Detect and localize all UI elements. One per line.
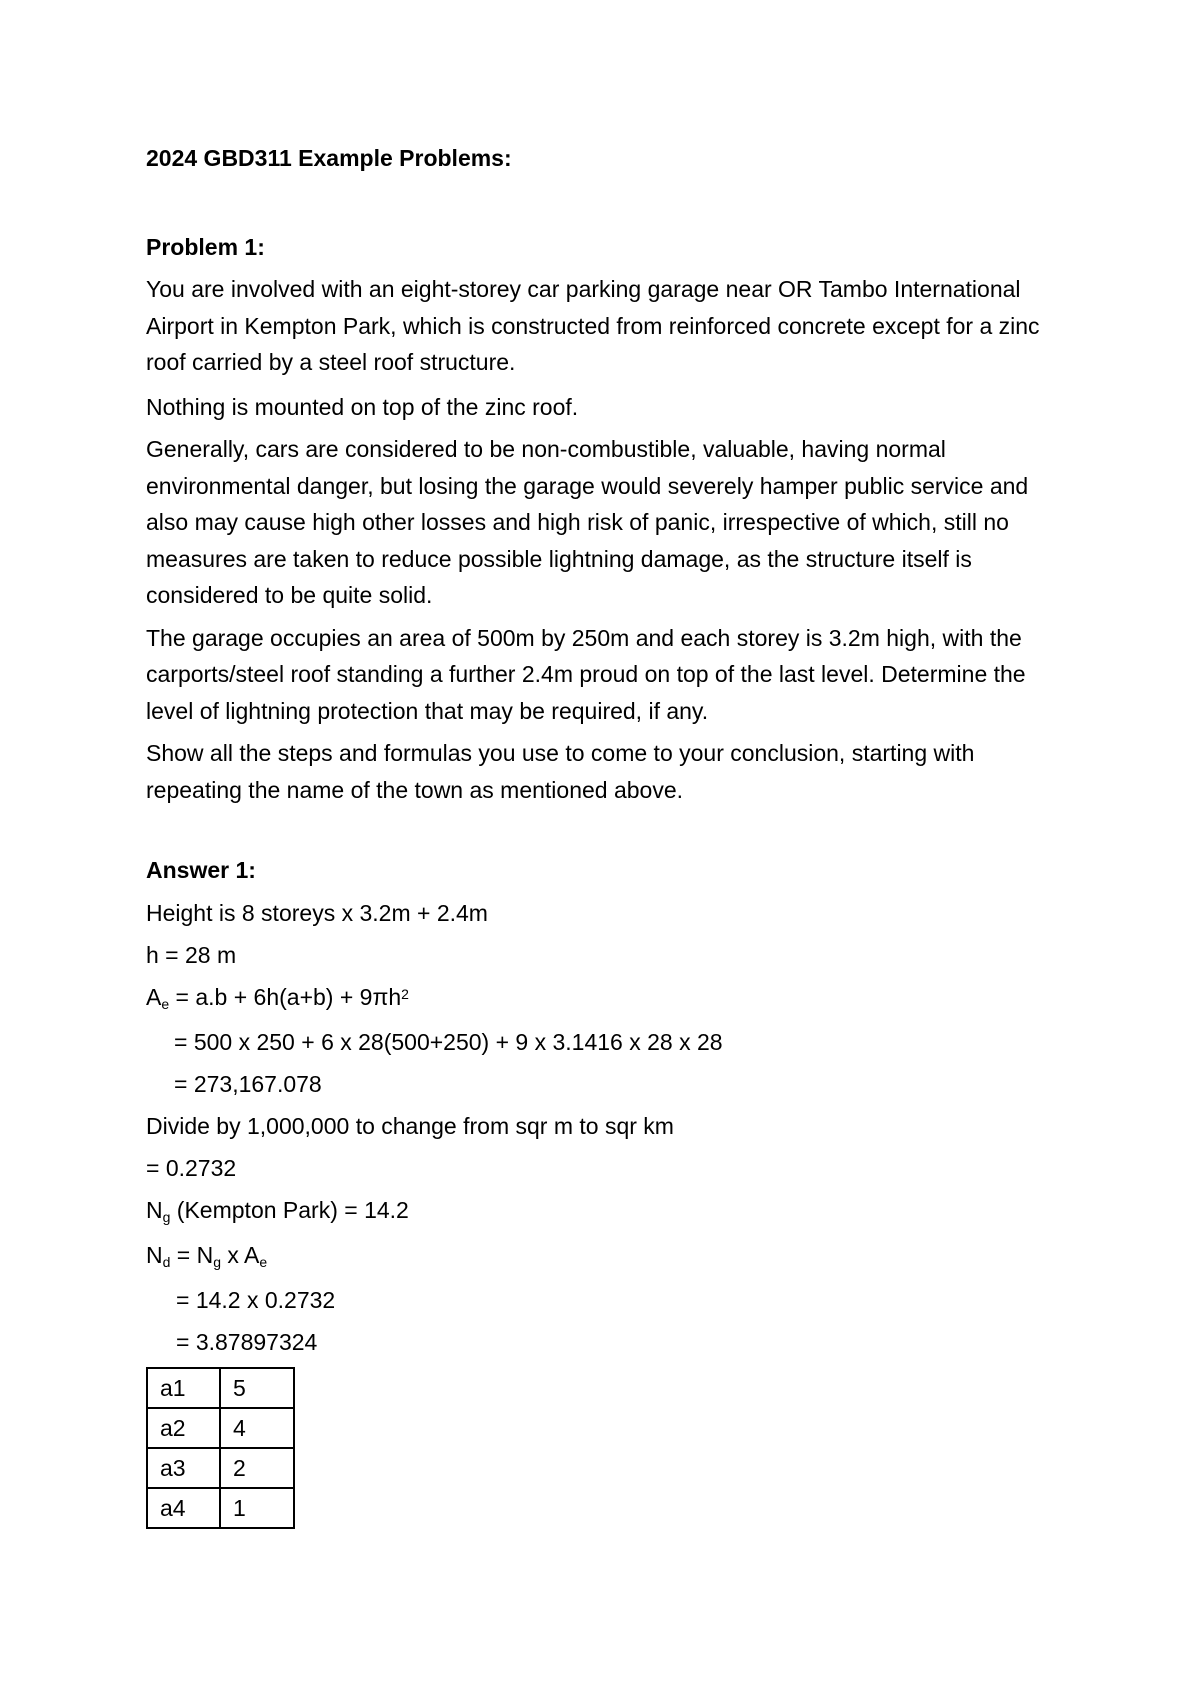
answer-nd-calc: = 14.2 x 0.2732 xyxy=(176,1287,336,1313)
ae-formula-exponent: 2 xyxy=(401,986,409,1002)
answer-divide-line: Divide by 1,000,000 to change from sqr m to sqr km xyxy=(146,1113,674,1139)
answer-ae-calc: = 500 x 250 + 6 x 28(500+250) + 9 x 3.1416 x 28 x 28 xyxy=(174,1029,723,1055)
ae-subscript: e xyxy=(161,996,170,1012)
table-row xyxy=(147,1408,294,1448)
answer-ae-km: = 0.2732 xyxy=(146,1155,237,1181)
table-key-cell: a1 xyxy=(147,1368,220,1408)
nd-ae-subscript: e xyxy=(259,1254,268,1270)
table-row xyxy=(147,1448,294,1488)
table-value-cell: 2 xyxy=(220,1448,294,1488)
answer-height-line: Height is 8 storeys x 3.2m + 2.4m xyxy=(146,900,488,926)
ng-text: (Kempton Park) = 14.2 xyxy=(170,1197,409,1223)
answer-ae-result: = 273,167.078 xyxy=(174,1071,322,1097)
answer-heading: Answer 1: xyxy=(146,857,256,883)
problem-paragraph-3: Generally, cars are considered to be non-combustible, valuable, having normal environmental danger, but losing the garage would severely hamper public service and also may cause high other losses and high risk of panic, irrespective of which, still no measures are taken to reduce possible lightning damage, as the structure itself is considered to be quite solid. xyxy=(146,436,1029,608)
ae-formula-text: = a.b + 6h(a+b) + 9πh xyxy=(169,984,402,1010)
problem-paragraph-5: Show all the steps and formulas you use to come to your conclusion, starting with repeating the name of the town as mentioned above. xyxy=(146,740,975,803)
problem-paragraph-1: You are involved with an eight-storey car parking garage near OR Tambo International Airport in Kempton Park, which is constructed from reinforced concrete except for a zinc roof carried by a steel roof structure. xyxy=(146,276,1040,375)
table-value-cell: 5 xyxy=(220,1368,294,1408)
answer-nd-formula xyxy=(146,1241,1106,1272)
document-title: 2024 GBD311 Example Problems: xyxy=(146,145,512,171)
ng-subscript: g xyxy=(162,1209,171,1225)
answer-ae-formula xyxy=(146,983,1106,1014)
table-value-cell: 1 xyxy=(220,1488,294,1528)
coefficient-table xyxy=(146,1367,295,1529)
problem-heading: Problem 1: xyxy=(146,234,265,260)
answer-ng-line xyxy=(146,1196,1106,1227)
answer-nd-result: = 3.87897324 xyxy=(176,1329,318,1355)
ng-symbol: N xyxy=(146,1197,163,1223)
table-key-cell: a3 xyxy=(147,1448,220,1488)
answer-h-line: h = 28 m xyxy=(146,942,237,968)
nd-x-a: x A xyxy=(221,1242,260,1268)
problem-paragraph-4: The garage occupies an area of 500m by 250m and each storey is 3.2m high, with the carports/steel roof standing a further 2.4m proud on top of the last level. Determine the level of lightning protection that may be required, if any. xyxy=(146,624,1026,724)
nd-symbol: N xyxy=(146,1242,163,1268)
nd-ng-subscript: g xyxy=(213,1254,222,1270)
nd-eq-n: = N xyxy=(170,1242,214,1268)
problem-paragraph-2: Nothing is mounted on top of the zinc roof. xyxy=(146,393,579,420)
table-value-cell: 4 xyxy=(220,1408,294,1448)
table-row xyxy=(147,1368,294,1408)
nd-subscript: d xyxy=(162,1254,171,1270)
document-page xyxy=(146,144,1106,1356)
ae-symbol: A xyxy=(146,984,162,1010)
table-key-cell: a4 xyxy=(147,1488,220,1528)
table-row xyxy=(147,1488,294,1528)
table-key-cell: a2 xyxy=(147,1408,220,1448)
